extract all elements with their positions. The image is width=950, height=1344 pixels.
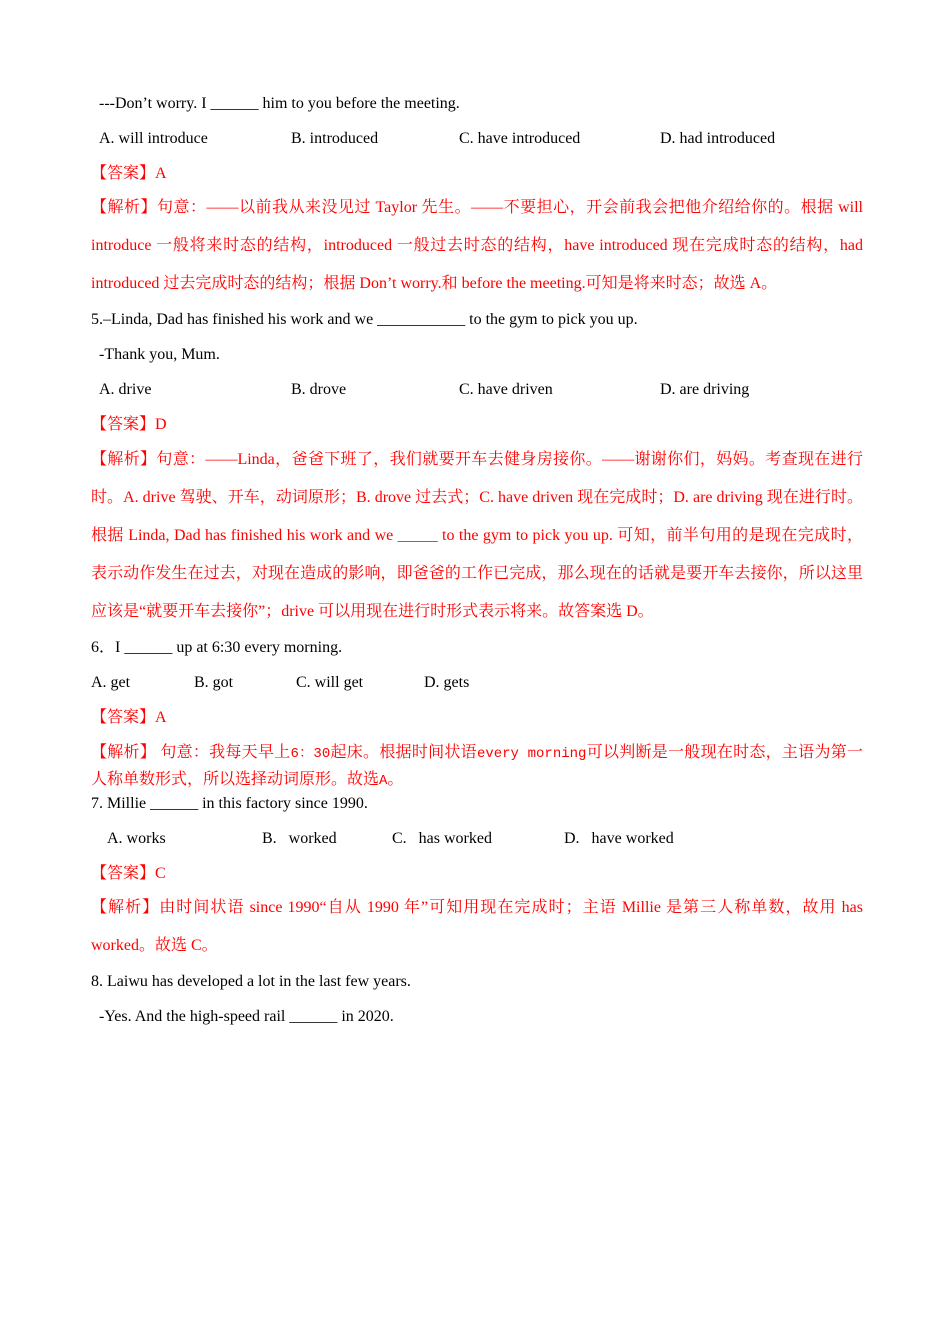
q7-option-a: A. works [107,830,166,847]
q4-line-2: ---Don’t worry. I ______ him to you before the meeting. [99,95,460,112]
q4-analysis-label: 【解析】 [91,199,158,216]
q7-answer: 【答案】C [91,865,166,882]
q6-analysis-label: 【解析】 [91,744,157,761]
q6-option-c: C. will get [296,674,364,691]
q7-option-c: C. has worked [392,830,492,847]
q7-option-b: B. worked [262,830,337,847]
q6-option-b: B. got [194,674,234,691]
q6-analysis-time: 6：30 [290,746,331,762]
q6-analysis-letter: A [379,773,388,789]
q6-analysis-part-3: 可以判断是一般现在时态，主语为第一人称单数形式，所以选择动词原形。故选 [91,744,863,788]
q5-option-a: A. drive [99,381,152,398]
q4-option-a: A. will introduce [99,130,208,147]
q4-analysis-text: 句意：——以前我从来没见过 Taylor 先生。——不要担心，开会前我会把他介绍给你的。根据 will introduce 一般将来时态的结构，introduced 一般过去时态的结构，have introduced 现在完成时态的结构，had introduced 过去完成时态的结构；根据 Don’t worry.和 before the meeting.可知是将来时态；故选 A。 [91,199,863,292]
q5-analysis [91,441,863,631]
q6-analysis-part-2: 起床。根据时间状语 [330,744,477,761]
q6-option-a: A. get [91,674,131,691]
q7-analysis-label: 【解析】 [91,899,160,916]
q4-answer: 【答案】A [91,165,167,182]
q4-option-d: D. had introduced [660,130,776,147]
q6-analysis-part-1: 句意：我每天早上 [156,744,291,761]
q6-answer: 【答案】A [91,709,167,726]
q5-analysis-text: 句意：——Linda，爸爸下班了，我们就要开车去健身房接你。——谢谢你们，妈妈。考查现在进行时。A. drive 驾驶、开车，动词原形；B. drove 过去式；C. have driven 现在完成时；D. are driving 现在进行时。根据 Linda, Dad has finished his work and we _____ to the gym to pick you up. 可知，前半句用的是现在完成时，表示动作发生在过去，对现在造成的影响，即爸爸的工作已完成，那么现在的话就是要开车去接你，所以这里应该是“就要开车去接你”；drive 可以用现在进行时形式表示将来。故答案选 D。 [91,451,863,620]
q5-line-1: 5.–Linda, Dad has finished his work and we ___________ to the gym to pick you up. [91,311,638,328]
q6-line-1: 6．I ______ up at 6:30 every morning. [91,639,343,656]
q6-option-d: D. gets [424,674,470,691]
q4-option-b: B. introduced [291,130,379,147]
q7-analysis [91,889,863,965]
q7-analysis-text: 由时间状语 since 1990“自从 1990 年”可知用现在完成时；主语 Millie 是第三人称单数，故用 has worked。故选 C。 [91,899,863,954]
q6-analysis [91,740,863,794]
q8-line-1: 8. Laiwu has developed a lot in the last few years. [91,973,411,990]
q5-option-d: D. are driving [660,381,750,398]
q5-line-2: -Thank you, Mum. [99,346,220,363]
q8-line-2: -Yes. And the high-speed rail ______ in 2020. [99,1008,394,1025]
q4-option-c: C. have introduced [459,130,581,147]
q5-analysis-label: 【解析】 [91,451,157,468]
q7-line-1: 7. Millie ______ in this factory since 1990. [91,795,368,812]
q5-answer: 【答案】D [91,416,167,433]
q6-analysis-end: 。 [387,771,404,788]
q7-option-d: D. have worked [564,830,674,847]
q5-option-c: C. have driven [459,381,553,398]
q5-option-b: B. drove [291,381,347,398]
q6-analysis-phrase: every morning [476,746,587,762]
q4-analysis [91,189,863,303]
